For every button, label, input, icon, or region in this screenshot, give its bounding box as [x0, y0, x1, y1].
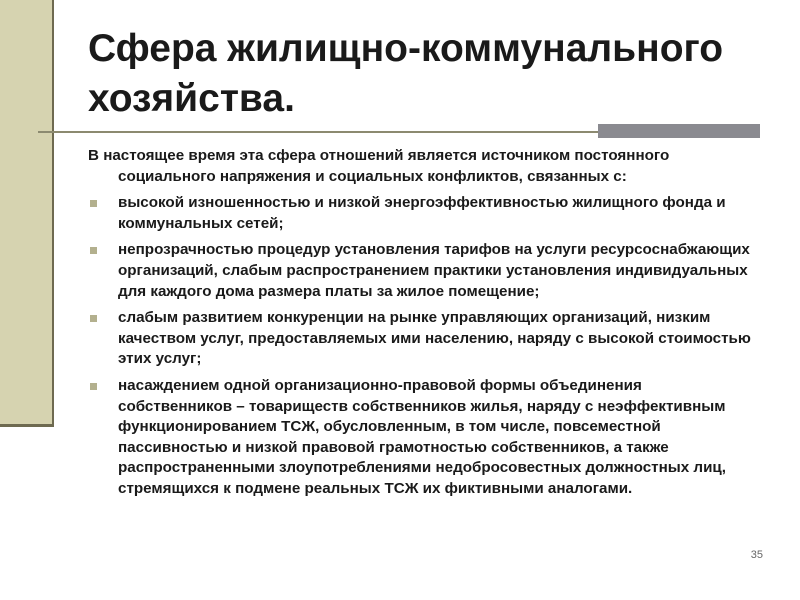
page-number: 35: [750, 549, 763, 561]
left-accent-bar-cap: [0, 424, 54, 427]
list-item-text: непрозрачностью процедур установления тарифов на услуги ресурсоснабжающих организаций, слабым распространением практики установления индивидуальных для каждого дома размера платы за жилое помещение;: [118, 241, 750, 300]
list-item: [88, 193, 760, 234]
square-bullet-icon: [90, 315, 97, 322]
list-item: [88, 376, 760, 500]
list-item: [88, 308, 760, 370]
square-bullet-icon: [90, 200, 97, 207]
bullet-list: [88, 193, 760, 499]
list-item-text: насаждением одной организационно-правовой формы объединения собственников – товариществ собственников жилья, наряду с неэффективным функционированием ТСЖ, обусловленным, в том числе, повсеместной пассивностью и низкой правовой грамотностью собственников, а также распространенными злоупотреблениями недобросовестных должностных лиц, стремящихся к подмене реальных ТСЖ их фиктивными аналогами.: [118, 376, 726, 497]
square-bullet-icon: [90, 247, 97, 254]
title-divider-line: [38, 131, 598, 133]
square-bullet-icon: [90, 383, 97, 390]
left-accent-bar: [0, 0, 54, 424]
list-item-text: высокой изношенностью и низкой энергоэффективностью жилищного фонда и коммунальных сетей;: [118, 194, 726, 232]
slide-body: [88, 146, 760, 506]
list-item: [88, 240, 760, 302]
slide-title: Сфера жилищно-коммунального хозяйства.: [88, 27, 724, 120]
intro-paragraph: В настоящее время эта сфера отношений является источником постоянного социального напряжения и социальных конфликтов, связанных с:: [88, 147, 670, 185]
list-item-text: слабым развитием конкуренции на рынке управляющих организаций, низким качеством услуг, предоставляемых ими населению, наряду с высокой стоимостью этих услуг;: [118, 309, 751, 368]
title-divider-block: [598, 124, 760, 138]
